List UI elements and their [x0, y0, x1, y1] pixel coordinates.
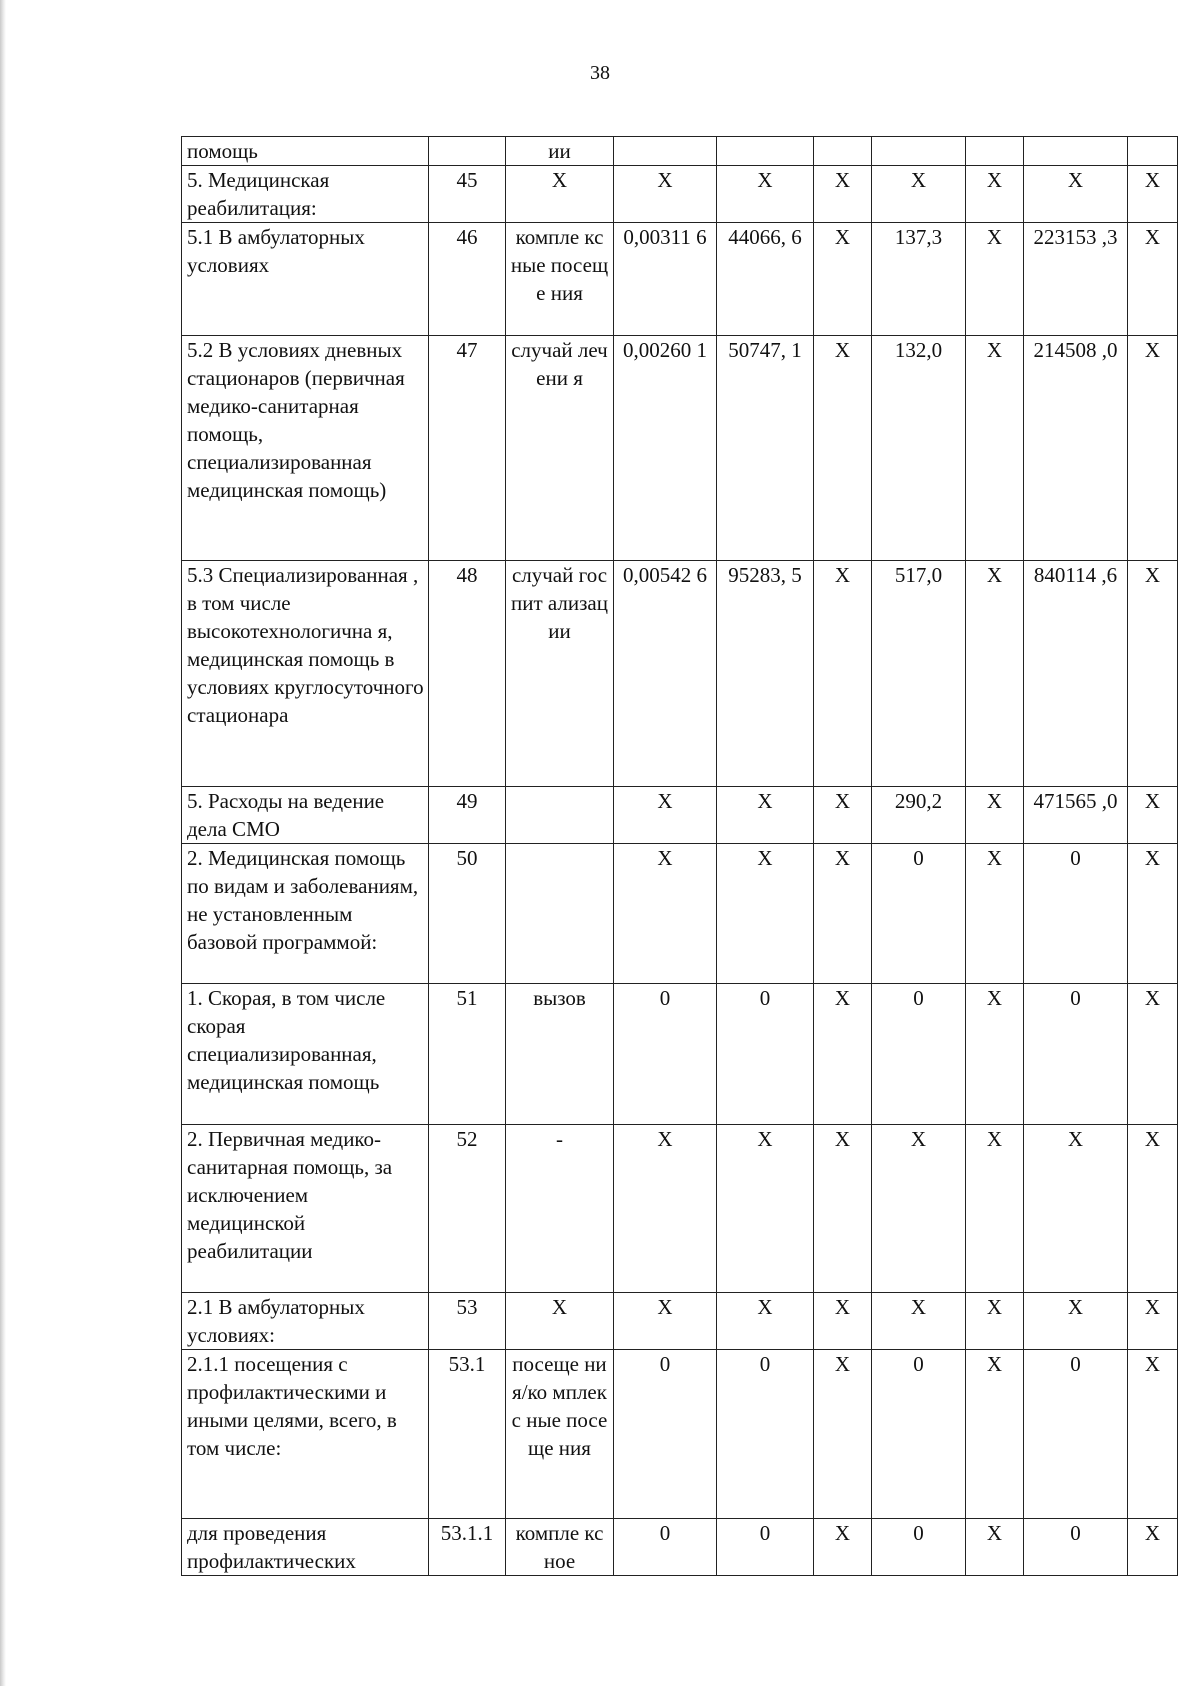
table-cell: Х — [966, 166, 1024, 223]
table-cell — [506, 787, 614, 844]
table-cell: 0 — [1024, 1519, 1128, 1576]
table-cell: Х — [966, 336, 1024, 561]
table-cell: компле ксное — [506, 1519, 614, 1576]
table-cell-name: 2.1 В амбулаторных условиях: — [182, 1293, 429, 1350]
table-row — [182, 984, 1178, 1125]
table-cell: 47 — [429, 336, 506, 561]
table-cell: Х — [966, 1350, 1024, 1519]
table-cell — [1128, 137, 1178, 166]
table-row — [182, 223, 1178, 336]
table-cell: случай лечени я — [506, 336, 614, 561]
table-cell: Х — [966, 561, 1024, 787]
table-cell: Х — [966, 844, 1024, 984]
table-cell: Х — [614, 1125, 717, 1293]
table-cell: Х — [814, 984, 872, 1125]
table-cell: Х — [506, 1293, 614, 1350]
table-cell: 223153 ,3 — [1024, 223, 1128, 336]
table-cell: 0 — [1024, 844, 1128, 984]
table-cell-name: помощь — [182, 137, 429, 166]
table-cell: Х — [717, 1125, 814, 1293]
table-cell: 0 — [872, 844, 966, 984]
table-cell: случай госпит ализац ии — [506, 561, 614, 787]
table-cell: 517,0 — [872, 561, 966, 787]
table-cell: Х — [1128, 984, 1178, 1125]
table-cell: Х — [814, 1350, 872, 1519]
table-cell: Х — [1024, 1125, 1128, 1293]
table-cell: Х — [1128, 1350, 1178, 1519]
table-cell: 0,00542 6 — [614, 561, 717, 787]
table-cell: 0,00311 6 — [614, 223, 717, 336]
table-cell: вызов — [506, 984, 614, 1125]
table-cell: Х — [1128, 787, 1178, 844]
table-cell: Х — [1128, 561, 1178, 787]
table-cell: 0 — [614, 984, 717, 1125]
table-cell: посеще ния/ко мплекс ные посеще ния — [506, 1350, 614, 1519]
table-cell: Х — [1128, 1125, 1178, 1293]
table-cell — [872, 137, 966, 166]
table-cell: Х — [717, 787, 814, 844]
table-cell: Х — [814, 1293, 872, 1350]
table-cell: 0 — [717, 1519, 814, 1576]
table-cell: Х — [1128, 223, 1178, 336]
table-cell: Х — [1024, 1293, 1128, 1350]
table-cell — [966, 137, 1024, 166]
table-cell: 50 — [429, 844, 506, 984]
table-cell: Х — [966, 1125, 1024, 1293]
table-cell-name: 2.1.1 посещения с профилактическими и иными целями, всего, в том числе: — [182, 1350, 429, 1519]
table-row — [182, 1350, 1178, 1519]
table-cell: 0 — [717, 1350, 814, 1519]
table-cell-name: 5. Медицинская реабилитация: — [182, 166, 429, 223]
table-cell: Х — [872, 166, 966, 223]
table-cell-name: 1. Скорая, в том числе скорая специализированная, медицинская помощь — [182, 984, 429, 1125]
table-cell — [614, 137, 717, 166]
table-cell: Х — [966, 223, 1024, 336]
table-cell: 53 — [429, 1293, 506, 1350]
table-cell: Х — [966, 1293, 1024, 1350]
table-cell: Х — [614, 1293, 717, 1350]
table-cell: 471565 ,0 — [1024, 787, 1128, 844]
table-cell: Х — [717, 844, 814, 984]
table-cell: 52 — [429, 1125, 506, 1293]
table-cell — [717, 137, 814, 166]
table-cell: Х — [1128, 336, 1178, 561]
table-cell: 48 — [429, 561, 506, 787]
table-row — [182, 844, 1178, 984]
table-cell: Х — [966, 984, 1024, 1125]
table-cell: 137,3 — [872, 223, 966, 336]
table-cell: 49 — [429, 787, 506, 844]
table-cell — [429, 137, 506, 166]
table-cell-name: 5. Расходы на ведение дела СМО — [182, 787, 429, 844]
table-row — [182, 1293, 1178, 1350]
table-row — [182, 561, 1178, 787]
table-cell: Х — [1128, 844, 1178, 984]
table-row — [182, 166, 1178, 223]
table-cell: Х — [1128, 166, 1178, 223]
table-cell: Х — [1128, 1519, 1178, 1576]
table-cell: 132,0 — [872, 336, 966, 561]
table-cell — [814, 137, 872, 166]
table-cell: Х — [814, 1519, 872, 1576]
table-cell: Х — [872, 1293, 966, 1350]
table-cell-name: 5.1 В амбулаторных условиях — [182, 223, 429, 336]
table-cell: Х — [966, 1519, 1024, 1576]
table-cell: Х — [614, 787, 717, 844]
table-cell: 840114 ,6 — [1024, 561, 1128, 787]
table-cell: 46 — [429, 223, 506, 336]
scan-edge — [0, 0, 6, 1686]
table-cell: 214508 ,0 — [1024, 336, 1128, 561]
table-cell: Х — [814, 166, 872, 223]
table-cell: Х — [814, 561, 872, 787]
table-cell: Х — [814, 787, 872, 844]
table-cell-name: 5.3 Специализированная , в том числе высокотехнологична я, медицинская помощь в условиях круглосуточного стационара — [182, 561, 429, 787]
table-cell: 0 — [1024, 984, 1128, 1125]
table-cell: 0 — [872, 1519, 966, 1576]
table-cell: Х — [614, 166, 717, 223]
table-cell — [506, 844, 614, 984]
table-cell-name: для проведения профилактических — [182, 1519, 429, 1576]
table-cell-name: 5.2 В условиях дневных стационаров (первичная медико-санитарная помощь, специализированная медицинская помощь) — [182, 336, 429, 561]
table-cell-name: 2. Первичная медико-санитарная помощь, за исключением медицинской реабилитации — [182, 1125, 429, 1293]
table-cell: Х — [872, 1125, 966, 1293]
table-row — [182, 336, 1178, 561]
table-cell: Х — [814, 223, 872, 336]
table-cell: Х — [814, 336, 872, 561]
table-cell: 290,2 — [872, 787, 966, 844]
table-cell: 51 — [429, 984, 506, 1125]
table-cell: Х — [717, 166, 814, 223]
table-cell: Х — [1024, 166, 1128, 223]
table-cell — [1024, 137, 1128, 166]
table-cell: 53.1.1 — [429, 1519, 506, 1576]
table-cell: компле ксные посеще ния — [506, 223, 614, 336]
table-row — [182, 787, 1178, 844]
table-cell: Х — [614, 844, 717, 984]
table-cell: Х — [1128, 1293, 1178, 1350]
table-cell: Х — [814, 1125, 872, 1293]
table-row — [182, 1125, 1178, 1293]
table-cell: 0 — [872, 1350, 966, 1519]
table-cell: Х — [506, 166, 614, 223]
table-cell: 44066, 6 — [717, 223, 814, 336]
table-cell: 45 — [429, 166, 506, 223]
table-cell: Х — [717, 1293, 814, 1350]
table-cell: 0 — [1024, 1350, 1128, 1519]
page-number: 38 — [590, 62, 610, 84]
table-cell: 0 — [872, 984, 966, 1125]
table-body — [182, 137, 1178, 1576]
table-cell-name: 2. Медицинская помощь по видам и заболеваниям, не установленным базовой программой: — [182, 844, 429, 984]
table-cell: 0 — [614, 1519, 717, 1576]
table-cell: 0 — [614, 1350, 717, 1519]
table-cell: 50747, 1 — [717, 336, 814, 561]
table-cell: 0,00260 1 — [614, 336, 717, 561]
table-cell: Х — [966, 787, 1024, 844]
table-row — [182, 1519, 1178, 1576]
table-cell: 0 — [717, 984, 814, 1125]
table-row — [182, 137, 1178, 166]
table-cell: ии — [506, 137, 614, 166]
table-cell: - — [506, 1125, 614, 1293]
table-cell: 53.1 — [429, 1350, 506, 1519]
table-cell: Х — [814, 844, 872, 984]
data-table — [181, 136, 1178, 1576]
table-cell: 95283, 5 — [717, 561, 814, 787]
